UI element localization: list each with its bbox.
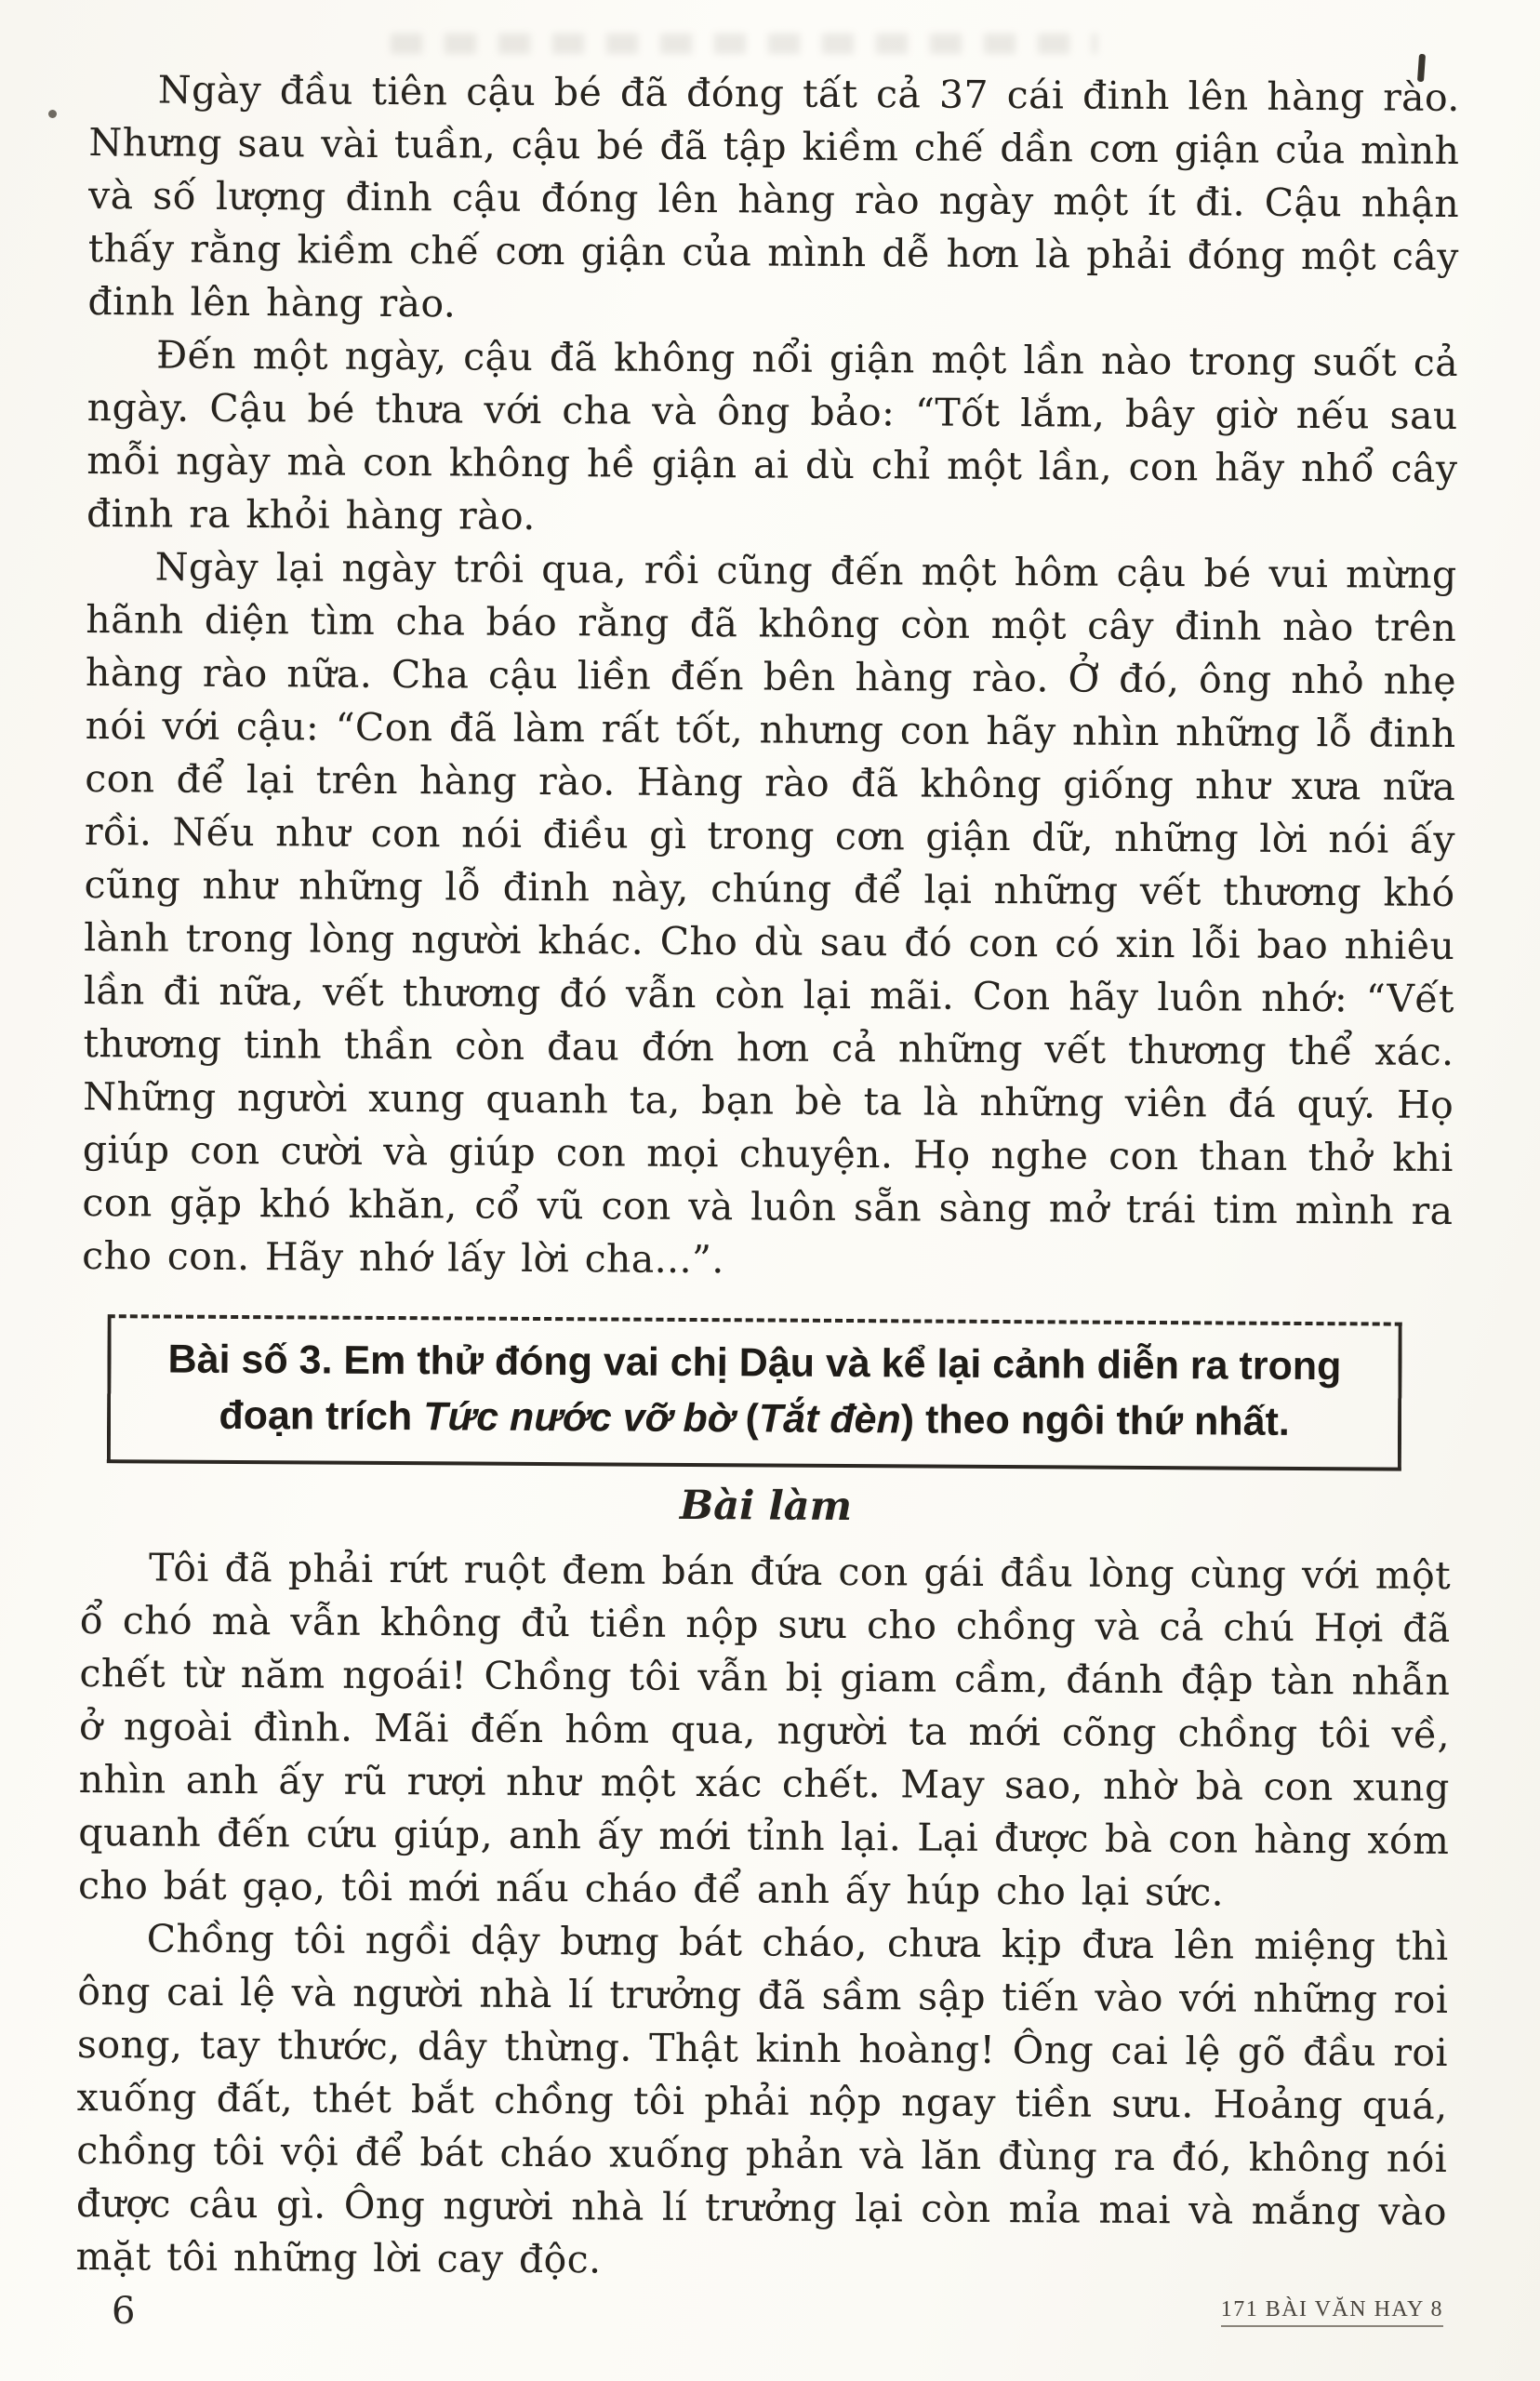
- ink-bleedthrough-artifact: [391, 33, 1097, 54]
- essay-paragraph: Tôi đã phải rứt ruột đem bán đứa con gái đầu lòng cùng với một ổ chó mà vẫn không đủ tiền nộp sưu cho chồng và cả chú Hợi đã chết từ năm ngoái! Chồng tôi vẫn bị giam cầm, đánh đập tàn nhẫn ở ngoài đình. Mãi đến hôm qua, người ta mới cõng chồng tôi về, nhìn anh ấy rũ rượi như một xác chết. May sao, nhờ bà con xung quanh đến cứu giúp, anh ấy mới tỉnh lại. Lại được bà con hàng xóm cho bát gạo, tôi mới nấu cháo để anh ấy húp cho lại sức.: [77, 1545, 1452, 1915]
- scan-mark-left-dot: [48, 110, 57, 118]
- story-paragraph: Ngày đầu tiên cậu bé đã đóng tất cả 37 cái đinh lên hàng rào. Nhưng sau vài tuần, cậu bé đã tập kiềm chế dần cơn giận của mình và số lượng đinh cậu đóng lên hàng rào ngày một ít đi. Cậu nhận thấy rằng kiềm chế cơn giận của mình dễ hơn là phải đóng một cây đinh lên hàng rào.: [87, 67, 1460, 326]
- essay-subheading: Bài làm: [679, 1482, 853, 1531]
- page-content: [75, 63, 1460, 2292]
- exercise-heading-segment: ) theo ngôi thứ nhất.: [900, 1397, 1290, 1444]
- essay-paragraph: Chồng tôi ngồi dậy bưng bát cháo, chưa kịp đưa lên miệng thì ông cai lệ và người nhà lí trưởng đã sầm sập tiến vào với những roi song, tay thước, dây thừng. Thật kinh hoàng! Ông cai lệ gõ đầu roi xuống đất, thét bắt chồng tôi phải nộp ngay tiền sưu. Hoảng quá, chồng tôi vội để bát cháo xuống phản và lăn đùng ra đó, không nói được câu gì. Ông người nhà lí trưởng lại còn mỉa mai và mắng vào mặt tôi những lời cay độc.: [75, 1916, 1449, 2282]
- exercise-heading-segment: Em thử đóng vai chị Dậu và kể lại cảnh diễn ra trong đoạn trích: [219, 1337, 1342, 1440]
- book-title-footer: 171 BÀI VĂN HAY 8: [1221, 2297, 1443, 2327]
- story-paragraph: Đến một ngày, cậu đã không nổi giận một lần nào trong suốt cả ngày. Cậu bé thưa với cha và ông bảo: “Tốt lắm, bây giờ nếu sau mỗi ngày mà con không hề giận ai dù chỉ một lần, con hãy nhổ cây đinh ra khỏi hàng rào.: [86, 332, 1459, 539]
- exercise-heading-segment-italic: Tắt đèn: [758, 1396, 901, 1443]
- exercise-heading-segment-italic: Tức nước vỡ bờ: [423, 1394, 735, 1442]
- exercise-heading-segment: (: [734, 1396, 760, 1442]
- exercise-heading-box: [107, 1314, 1402, 1471]
- exercise-heading-segment: Bài số 3.: [167, 1337, 344, 1383]
- page-number: 6: [112, 2290, 136, 2333]
- story-paragraph: Ngày lại ngày trôi qua, rồi cũng đến một hôm cậu bé vui mừng hãnh diện tìm cha báo rằng đã không còn một cây đinh nào trên hàng rào nữa. Cha cậu liền đến bên hàng rào. Ở đó, ông nhỏ nhẹ nói với cậu: “Con đã làm rất tốt, nhưng con hãy nhìn những lỗ đinh con để lại trên hàng rào. Hàng rào đã không giống như xưa nữa rồi. Nếu như con nói điều gì trong cơn giận dữ, những lời nói ấy cũng như những lỗ đinh này, chúng để lại những vết thương khó lành trong lòng người khác. Cho dù sau đó con có xin lỗi bao nhiêu lần đi nữa, vết thương đó vẫn còn lại mãi. Con hãy luôn nhớ: “Vết thương tinh thần còn đau đớn hơn cả những vết thương thể xác. Những người xung quanh ta, bạn bè ta là những viên đá quý. Họ giúp con cười và giúp con mọi chuyện. Họ nghe con than thở khi con gặp khó khăn, cổ vũ con và luôn sẵn sàng mở trái tim mình ra cho con. Hãy nhớ lấy lời cha...”.: [82, 544, 1457, 1283]
